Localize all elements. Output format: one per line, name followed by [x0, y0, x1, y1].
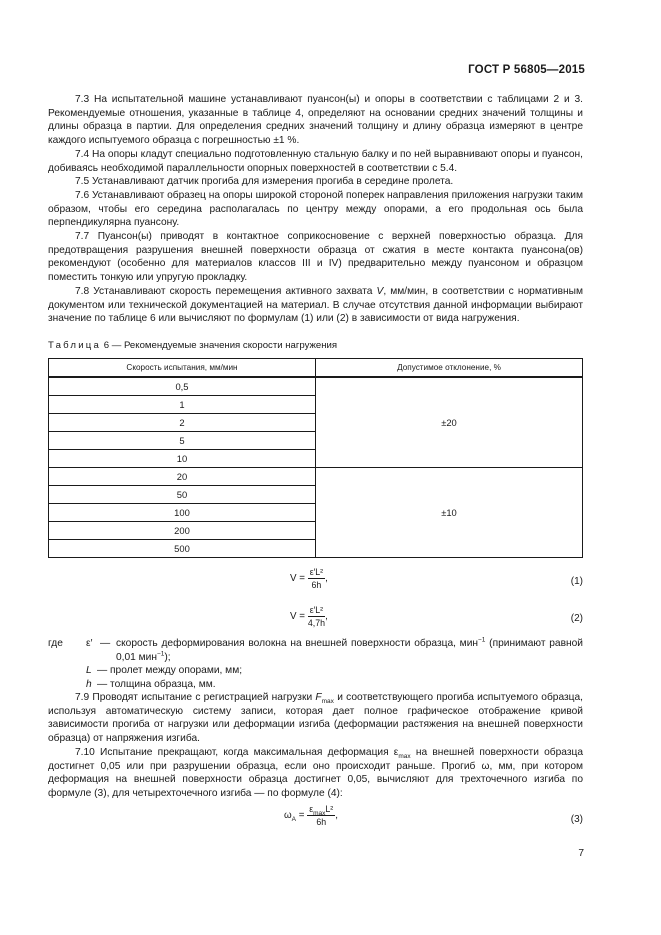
legend-eps-text	[116, 637, 583, 664]
table-row	[49, 377, 583, 396]
table-caption-text: 6 — Рекомендуемые значения скорости нагружения	[103, 340, 338, 351]
speed-cell: 100	[49, 504, 316, 522]
formula-3-fraction	[307, 804, 335, 827]
column-header-speed: Скорость испытания, мм/мин	[49, 359, 316, 378]
document-header: ГОСТ Р 56805—2015	[468, 64, 585, 76]
formula-3-num-eps: ε	[309, 804, 314, 814]
legend-l-text: — пролет между опорами, мм;	[97, 665, 243, 677]
paragraph-7-4: 7.4 На опоры кладут специально подготовленную стальную балку и по ней выравнивают опоры и пуансон, добиваясь необходимой параллельности опорных поверхностей в соответствии с 5.4.	[48, 148, 583, 174]
p7-8-part-b: , мм/мин, в соответствии с нормативным документом или технической документацией на материал. В случае отсутствия данной информации выбирают значение по таблице 6 или вычисляют по формулам (1) или (2) в зависимости от вида нагружения.	[48, 285, 583, 325]
p7-9-part-a: 7.9 Проводят испытание с регистрацией нагрузки	[75, 692, 316, 703]
legend-l-symbol: L	[86, 665, 92, 677]
speed-cell: 5	[49, 432, 316, 450]
p7-8-part-a: 7.8 Устанавливают скорость перемещения активного захвата	[75, 285, 377, 297]
speed-cell: 200	[49, 522, 316, 540]
formula-2-lhs: V =	[290, 611, 305, 623]
paragraph-7-9	[48, 691, 583, 746]
paragraph-7-3: 7.3 На испытательной машине устанавливают пуансон(ы) и опоры в соответствии с таблицами 2 и 3. Рекомендуемые отношения, указанные в таблице 4, определяют на основании средних значений толщины и длины образца в партии. Для определения средних значений толщину и длину образца измеряют в центре каждого испытуемого образца с погрешностью ±1 %.	[48, 94, 583, 147]
body-text-2	[48, 691, 583, 801]
legend-eps-text-2: (принимают равной 0,01 мин	[116, 638, 583, 663]
formula-1	[290, 567, 328, 590]
legend-h-symbol: h	[86, 679, 92, 691]
table-6	[48, 358, 583, 558]
speed-cell: 10	[49, 450, 316, 468]
legend-row-h	[48, 678, 583, 692]
legend-eps-symbol: ε′	[86, 638, 93, 649]
paragraph-7-5: 7.5 Устанавливают датчик прогиба для измерения прогиба в середине пролета.	[75, 176, 454, 188]
formula-1-numerator: ε′L²	[309, 567, 324, 577]
formula-3-numerator	[307, 804, 335, 816]
formula-2-numerator: ε′L²	[309, 605, 324, 615]
legend-h-text: — толщина образца, мм.	[97, 679, 216, 691]
paragraph-7-7: 7.7 Пуансон(ы) приводят в контактное соприкосновение с верхней поверхностью образца. Для предотвращения разрушения внешней поверхности образца от сжатия в месте контакта пуансона(ов) рекомендуют (особенно для материалов классов III и IV) предварительно между пуансоном и образцом поместить тонкую или упругую прокладку.	[48, 231, 583, 284]
column-header-tolerance: Допустимое отклонение, %	[316, 359, 583, 378]
table-6-caption	[48, 340, 337, 351]
formula-2-tail: ,	[325, 611, 328, 623]
formula-1-lhs: V =	[290, 573, 305, 585]
paragraph-7-8	[48, 285, 583, 326]
legend-row-eps	[48, 637, 583, 664]
legend-eps-dash: —	[100, 638, 111, 649]
formula-3-eq: =	[298, 810, 305, 822]
tolerance-cell: ±20	[316, 377, 583, 468]
formula-2	[290, 605, 328, 628]
legend-eps-text-1: скорость деформирования волокна на внешней поверхности образца, мин	[116, 638, 479, 649]
formula-3-lhs: ω	[284, 810, 292, 822]
speed-cell: 0,5	[49, 377, 316, 396]
table-caption-label: Таблица	[48, 340, 102, 351]
p7-9-part-b: и соответствующего прогиба испытуемого образца, используя автоматическую систему записи, которая дает полное графическое отображение кривой зависимости прогиба от нагрузки или деформации изгиба (деформации растяжения на внешней поверхности образца) от напряжения изгиба.	[48, 692, 584, 745]
legend-eps-text-3: );	[164, 651, 171, 663]
formula-legend	[48, 637, 583, 692]
legend-eps-sup-2: −1	[156, 650, 165, 658]
legend-eps-sup: −1	[478, 636, 486, 644]
p7-9-var-f-sub: max	[321, 698, 334, 706]
p7-10-part-b: на внешней поверхности образца достигнет 0,05 или при разрушении образца, если оно происходит раньше. Прогиб ω, мм, при котором деформация на внешней поверхности образца достигнет 0,05, вычисляют для трехточечного изгиба по формуле (3), для четырехточечного изгиба — по формуле (4):	[48, 746, 583, 799]
speed-cell: 1	[49, 396, 316, 414]
table-row	[49, 468, 583, 486]
p7-8-var-v: V	[376, 285, 384, 297]
speed-cell: 50	[49, 486, 316, 504]
p7-9-var-f: F	[315, 692, 322, 703]
paragraph-7-10	[48, 746, 583, 801]
tolerance-cell: ±10	[316, 468, 583, 558]
formula-3	[284, 804, 338, 827]
p7-10-part-a: 7.10 Испытание прекращают, когда максимальная деформация ε	[75, 746, 399, 758]
legend-where: где	[48, 638, 63, 649]
speed-cell: 2	[49, 414, 316, 432]
formula-2-denominator: 4,7h	[307, 618, 325, 628]
page-number: 7	[578, 848, 584, 859]
formula-2-number: (2)	[570, 613, 583, 624]
formula-1-denominator: 6h	[311, 580, 322, 590]
formula-1-number: (1)	[570, 576, 583, 587]
speed-cell: 500	[49, 540, 316, 558]
paragraph-7-6: 7.6 Устанавливают образец на опоры широкой стороной поперек направления приложения нагрузки таким образом, чтобы его середина располагалась по центру между опорами, а его продольная ось была перпендикулярна пуансону.	[48, 189, 583, 229]
formula-3-denominator: 6h	[316, 817, 327, 827]
formula-3-tail: ,	[335, 810, 338, 822]
formula-3-lhs-sub: A	[291, 816, 296, 824]
formula-1-fraction	[308, 567, 325, 590]
legend-row-l	[48, 664, 583, 678]
speed-cell: 20	[49, 468, 316, 486]
formula-3-number: (3)	[570, 814, 583, 825]
formula-1-tail: ,	[325, 573, 328, 585]
formula-3-num-sub: max	[313, 809, 326, 817]
body-text	[48, 93, 583, 326]
formula-2-fraction	[308, 605, 325, 628]
formula-3-num-tail: L²	[325, 804, 334, 814]
p7-10-eps-sub: max	[398, 752, 411, 760]
